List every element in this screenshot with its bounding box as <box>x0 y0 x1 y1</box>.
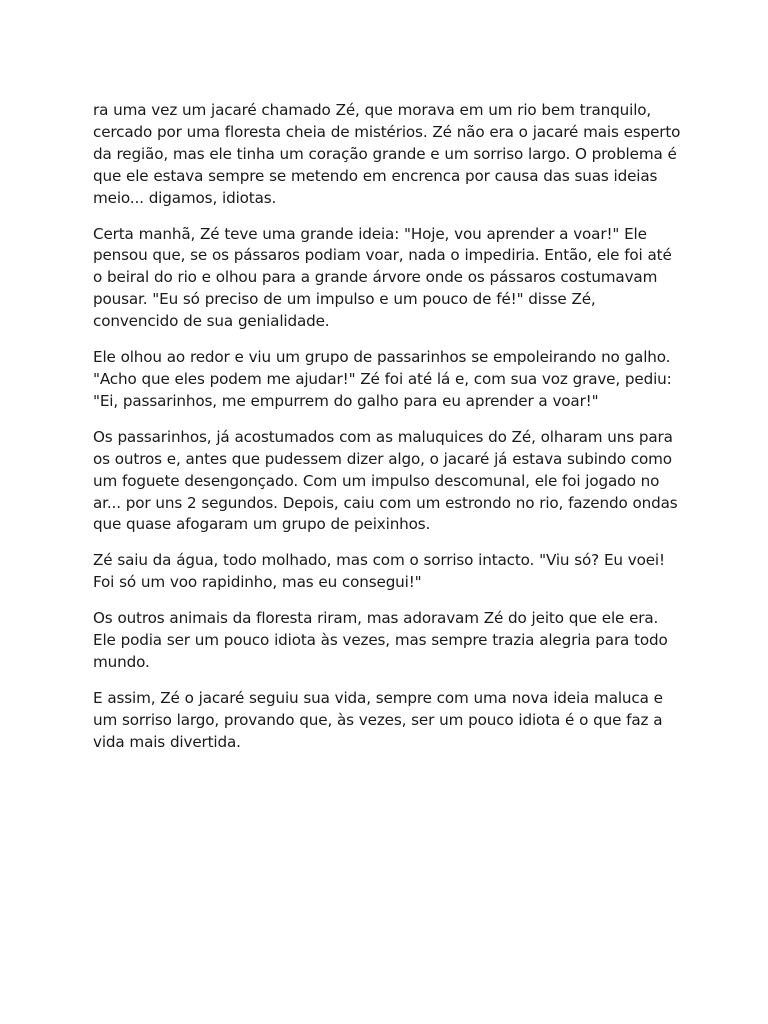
paragraph-4: Os passarinhos, já acostumados com as maluquices do Zé, olharam uns para os outros e, antes que pudessem dizer algo, o jacaré já estava subindo como um foguete desengonçado. Com um impulso descomunal, ele foi jogado no ar... por uns 2 segundos. Depois, caiu com um estrondo no rio, fazendo ondas que quase afogaram um grupo de peixinhos. <box>93 427 678 534</box>
paragraph-2: Certa manhã, Zé teve uma grande ideia: "Hoje, vou aprender a voar!" Ele pensou que, se os pássaros podiam voar, nada o impediria. Então, ele foi até o beiral do rio e olhou para a grande árvore onde os pássaros costumavam pousar. "Eu só preciso de um impulso e um pouco de fé!" disse Zé, convencido de sua genialidade. <box>93 224 672 331</box>
paragraph-3: Ele olhou ao redor e viu um grupo de passarinhos se empoleirando no galho. "Acho que eles podem me ajudar!" Zé foi até lá e, com sua voz grave, pediu: "Ei, passarinhos, me empurrem do galho para eu aprender a voar!" <box>93 348 672 410</box>
story-body <box>93 100 683 768</box>
paragraph-7: E assim, Zé o jacaré seguiu sua vida, sempre com uma nova ideia maluca e um sorriso largo, provando que, às vezes, ser um pouco idiota é o que faz a vida mais divertida. <box>93 688 663 751</box>
paragraph-1: ra uma vez um jacaré chamado Zé, que morava em um rio bem tranquilo, cercado por uma floresta cheia de mistérios. Zé não era o jacaré mais esperto da região, mas ele tinha um coração grande e um sorriso largo. O problema é que ele estava sempre se metendo em encrenca por causa das suas ideias meio... digamos, idiotas. <box>93 101 681 207</box>
paragraph-6: Os outros animais da floresta riram, mas adoravam Zé do jeito que ele era. Ele podia ser um pouco idiota às vezes, mas sempre trazia alegria para todo mundo. <box>93 609 668 671</box>
paragraph-5: Zé saiu da água, todo molhado, mas com o sorriso intacto. "Viu só? Eu voei! Foi só um voo rapidinho, mas eu consegui!" <box>93 551 665 592</box>
